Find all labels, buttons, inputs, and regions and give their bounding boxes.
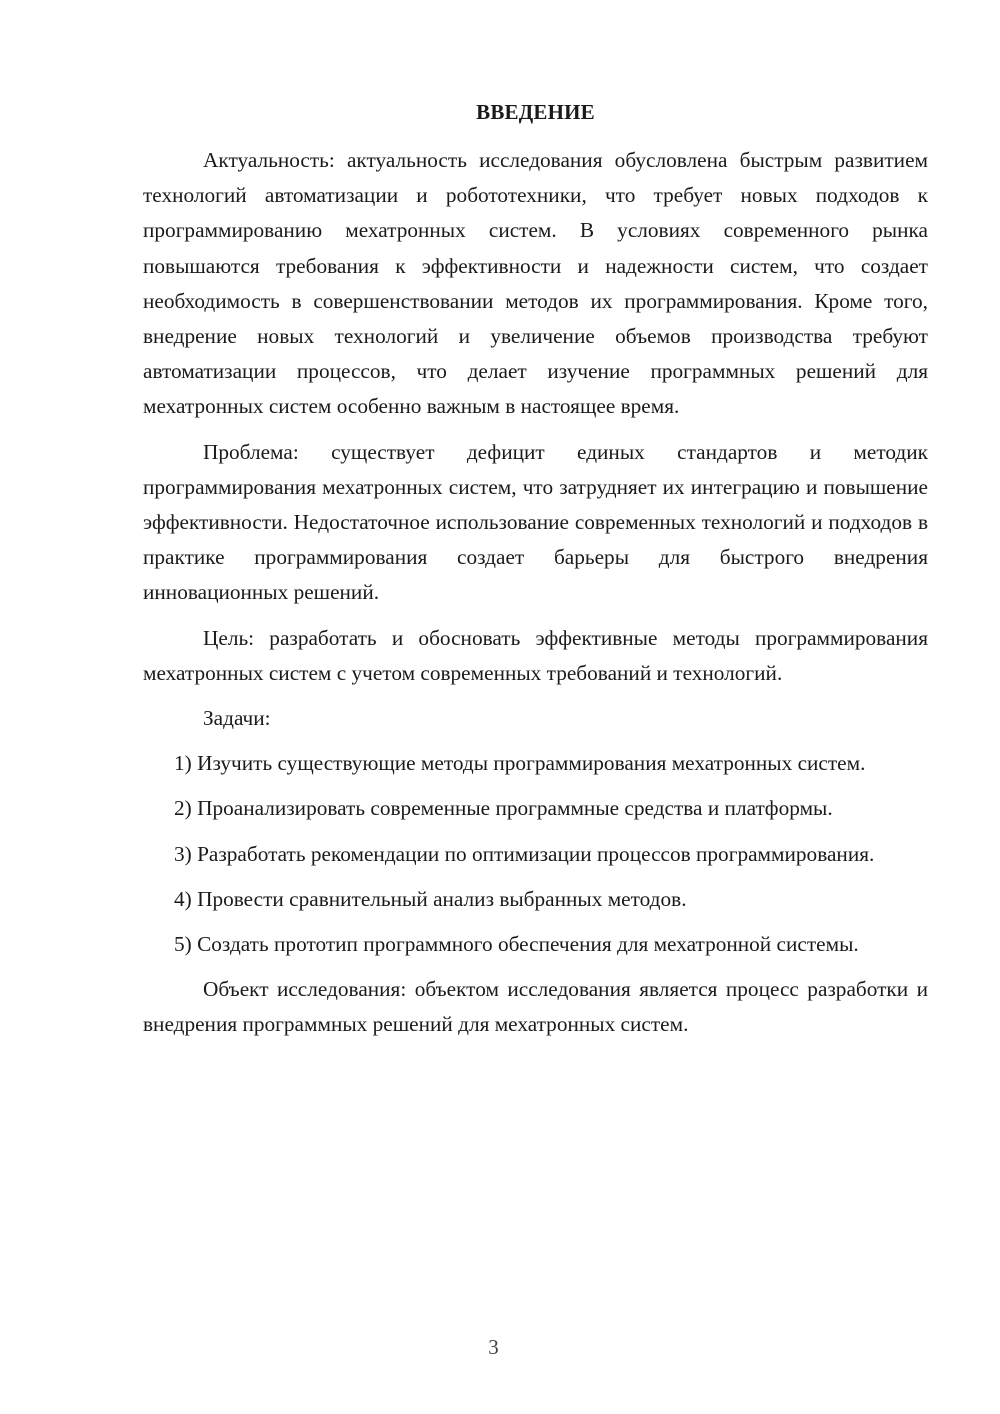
task-item: 4) Провести сравнительный анализ выбранных методов. bbox=[174, 886, 687, 911]
document-body bbox=[143, 143, 928, 1053]
task-item: 1) Изучить существующие методы программирования мехатронных систем. bbox=[174, 751, 866, 776]
page-number: 3 bbox=[488, 1335, 499, 1359]
problem-paragraph: Проблема: существует дефицит единых стандартов и методик программирования мехатронных систем, что затрудняет их интеграцию и повышение эффективности. Недостаточное использование современных технологий и подходов в практике программирования создает барьеры для быстрого внедрения инновационных решений. bbox=[143, 439, 928, 605]
task-item: 2) Проанализировать современные программные средства и платформы. bbox=[174, 796, 833, 821]
object-paragraph: Объект исследования: объектом исследования является процесс разработки и внедрения программных решений для мехатронных систем. bbox=[143, 977, 928, 1037]
task-item: 5) Создать прототип программного обеспечения для мехатронной системы. bbox=[174, 932, 859, 957]
goal-paragraph: Цель: разработать и обосновать эффективные методы программирования мехатронных систем с учетом современных требований и технологий. bbox=[143, 625, 928, 685]
page-title: ВВЕДЕНИЕ bbox=[476, 100, 595, 124]
relevance-paragraph: Актуальность: актуальность исследования обусловлена быстрым развитием технологий автоматизации и робототехники, что требует новых подходов к программированию мехатронных систем. В условиях современного рынка повышаются требования к эффективности и надежности систем, что создает необходимость в совершенствовании методов их программирования. Кроме того, внедрение новых технологий и увеличение объемов производства требуют автоматизации процессов, что делает изучение программных решений для мехатронных систем особенно важным в настоящее время. bbox=[143, 148, 928, 419]
tasks-heading: Задачи: bbox=[203, 706, 271, 731]
task-item: 3) Разработать рекомендации по оптимизации процессов программирования. bbox=[174, 841, 875, 866]
